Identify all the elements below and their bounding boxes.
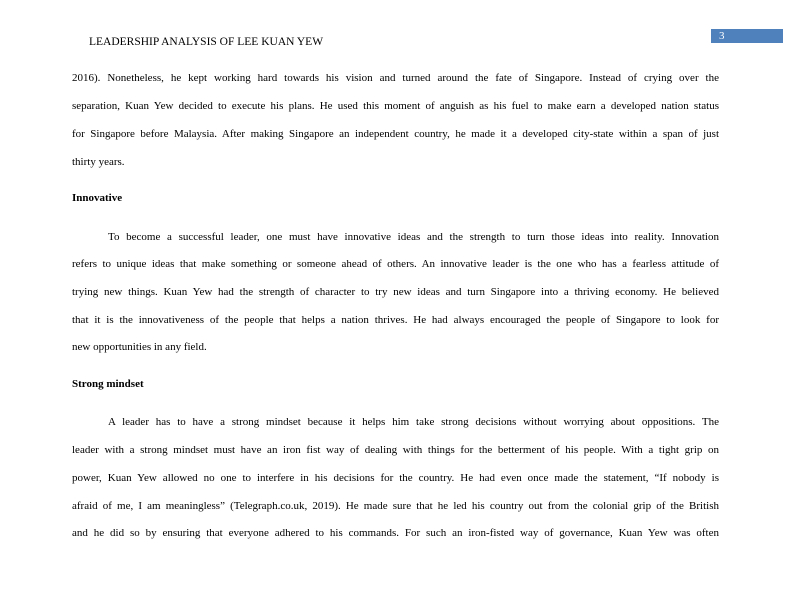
body-line: 2016). Nonetheless, he kept working hard towards his vision and turned around the fate of Singapore. Instead of crying over the xyxy=(72,72,719,84)
body-line: and he did so by ensuring that everyone adhered to his commands. For such an iron-fisted way of governance, Kuan Yew was often xyxy=(72,527,719,539)
body-line: A leader has to have a strong mindset because it helps him take strong decisions without worrying about oppositions. The xyxy=(108,416,719,428)
body-line: afraid of me, I am meaningless” (Telegraph.co.uk, 2019). He made sure that he led his country out from the colonial grip of the British xyxy=(72,500,719,512)
body-line: power, Kuan Yew allowed no one to interfere in his decisions for the country. He had even once made the statement, “If nobody is xyxy=(72,472,719,484)
body-line: separation, Kuan Yew decided to execute his plans. He used this moment of anguish as his fuel to make earn a developed nation status xyxy=(72,100,719,112)
body-line: trying new things. Kuan Yew had the strength of character to try new ideas and turn Singapore into a thriving economy. He believed xyxy=(72,286,719,298)
body-line: refers to unique ideas that make something or someone ahead of others. An innovative leader is the one who has a fearless attitude of xyxy=(72,258,719,270)
body-line: that it is the innovativeness of the people that helps a nation thrives. He had always encouraged the people of Singapore to look for xyxy=(72,314,719,326)
section-heading-innovative: Innovative xyxy=(72,192,123,204)
running-head: LEADERSHIP ANALYSIS OF LEE KUAN YEW xyxy=(89,36,324,48)
page-number: 3 xyxy=(711,29,783,43)
body-line: To become a successful leader, one must have innovative ideas and the strength to turn those ideas into reality. Innovation xyxy=(108,231,719,243)
body-line: leader with a strong mindset must have an iron fist way of dealing with things for the betterment of his people. With a tight grip on xyxy=(72,444,719,456)
section-heading-strong-mindset: Strong mindset xyxy=(72,378,144,390)
body-line: thirty years. xyxy=(72,156,125,168)
body-line: for Singapore before Malaysia. After making Singapore an independent country, he made it a developed city-state within a span of just xyxy=(72,128,719,140)
body-line: new opportunities in any field. xyxy=(72,341,207,353)
